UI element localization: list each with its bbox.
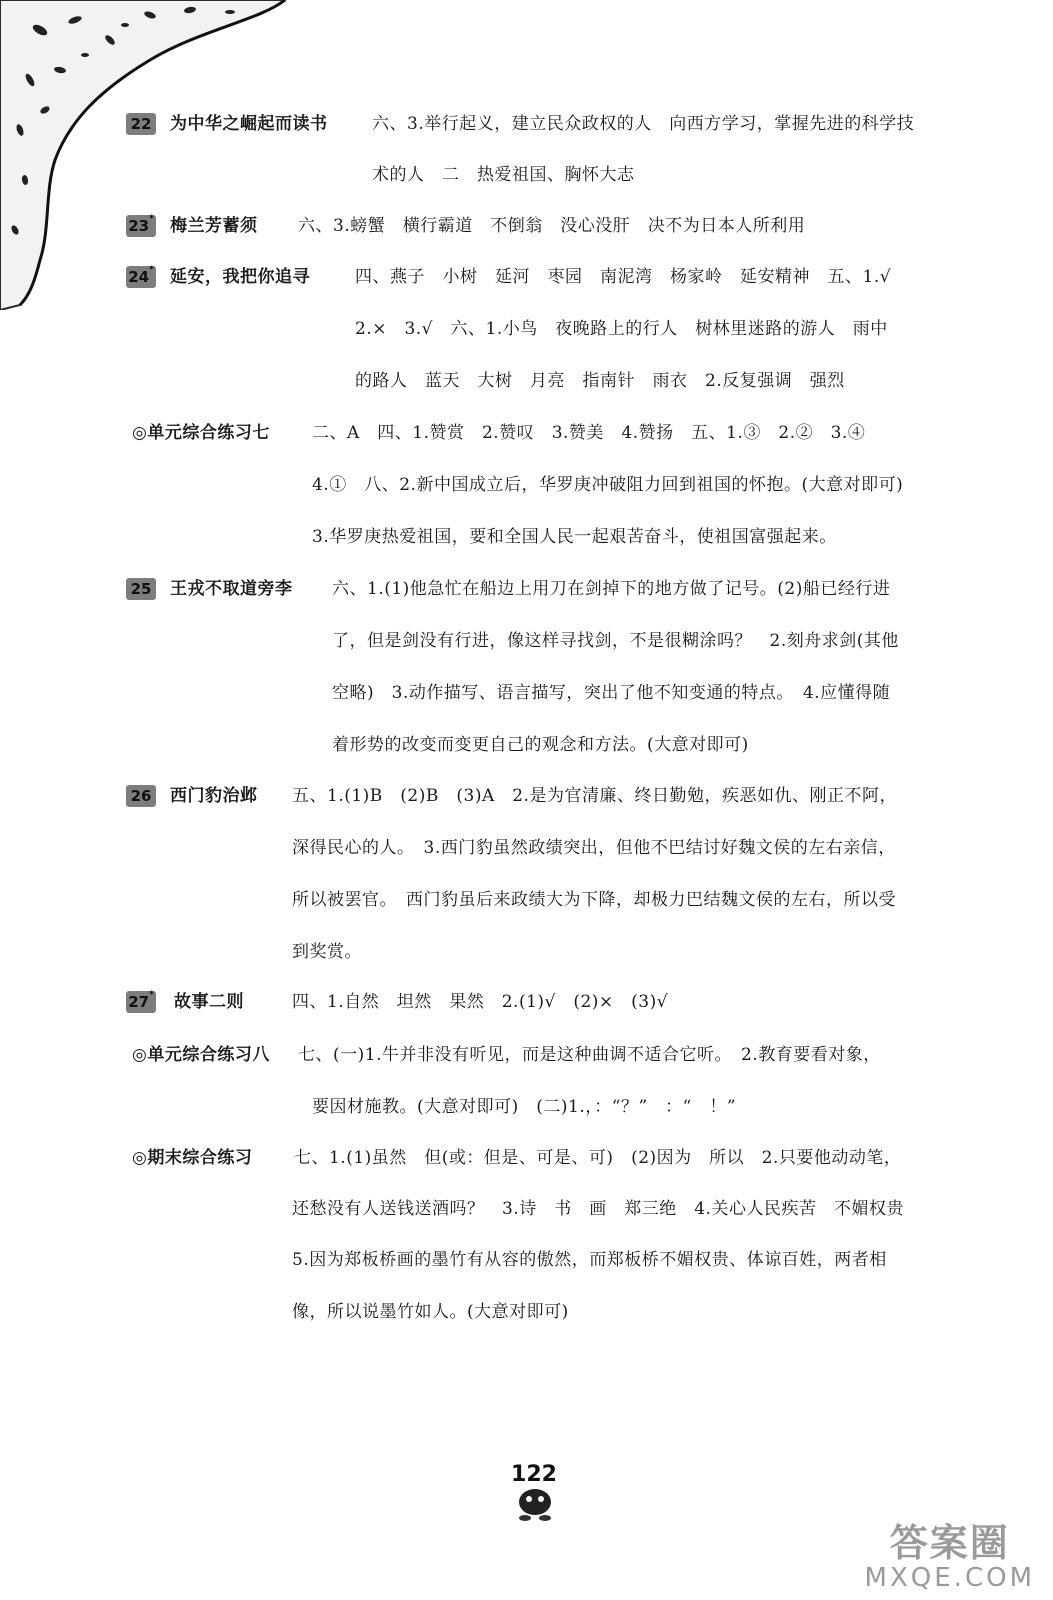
lesson-number-badge: 26 <box>126 785 156 807</box>
lesson-title: 故事二则 <box>174 992 244 1012</box>
lesson-title: 西门豹治邺 <box>170 786 258 806</box>
lesson-title: 王戎不取道旁李 <box>170 579 293 599</box>
answer-line: 二、A 四、1.赞赏 2.赞叹 3.赞美 4.赞扬 五、1.③ 2.② 3.④ <box>312 423 866 443</box>
answer-line: 六、1.(1)他急忙在船边上用刀在剑掉下的地方做了记号。(2)船已经行进 <box>332 579 891 599</box>
page-number: 122 <box>511 1462 557 1487</box>
lesson-number-badge: 23* <box>126 215 156 237</box>
answer-line: 四、1.自然 坦然 果然 2.(1)√ (2)× (3)√ <box>292 992 669 1012</box>
watermark: 答案圈 MXQE.COM <box>864 1521 1035 1593</box>
section-title: ◎单元综合练习八 <box>132 1045 270 1065</box>
answer-line: 着形势的改变而变更自己的观念和方法。(大意对即可) <box>332 735 749 755</box>
mascot-icon <box>505 1486 565 1526</box>
lesson-number-badge: 24* <box>126 266 156 288</box>
answer-line: 所以被罢官。 西门豹虽后来政绩大为下降，却极力巴结魏文侯的左右，所以受 <box>292 890 896 910</box>
answer-line: 五、1.(1)B (2)B (3)A 2.是为官清廉、终日勤勉，疾恶如仇、刚正不阿， <box>292 786 897 806</box>
lesson-number-badge: 22 <box>126 113 156 135</box>
answer-line: 要因材施教。(大意对即可) (二)1.，：“？” ：“ ！” <box>312 1097 737 1117</box>
answer-line: 2.× 3.√ 六、1.小鸟 夜晚路上的行人 树林里迷路的游人 雨中 <box>355 319 888 339</box>
lesson-number-badge: 27* <box>126 991 156 1013</box>
section-title: ◎单元综合练习七 <box>132 423 270 443</box>
lesson-title: 梅兰芳蓄须 <box>170 216 258 236</box>
lesson-title: 为中华之崛起而读书 <box>170 114 328 134</box>
corner-decoration <box>0 0 300 310</box>
answer-line: 到奖赏。 <box>292 942 362 962</box>
answer-line: 3.华罗庚热爱祖国，要和全国人民一起艰苦奋斗，使祖国富强起来。 <box>312 527 837 547</box>
lesson-title: 延安，我把你追寻 <box>170 267 310 287</box>
answer-line: 术的人 二 热爱祖国、胸怀大志 <box>372 165 635 185</box>
answer-line: 5.因为郑板桥画的墨竹有从容的傲然，而郑板桥不媚权贵、体谅百姓，两者相 <box>292 1250 887 1270</box>
section-title: ◎期末综合练习 <box>132 1148 253 1168</box>
answer-line: 还愁没有人送钱送酒吗？ 3.诗 书 画 郑三绝 4.关心人民疾苦 不媚权贵 <box>292 1199 904 1219</box>
answer-line: 四、燕子 小树 延河 枣园 南泥湾 杨家岭 延安精神 五、1.√ <box>355 267 892 287</box>
answer-line: 4.① 八、2.新中国成立后，华罗庚冲破阻力回到祖国的怀抱。(大意对即可) <box>312 475 904 495</box>
answer-line: 的路人 蓝天 大树 月亮 指南针 雨衣 2.反复强调 强烈 <box>355 371 845 391</box>
answer-line: 六、3.螃蟹 横行霸道 不倒翁 没心没肝 决不为日本人所利用 <box>298 216 806 236</box>
answer-line: 七、(一)1.牛并非没有听见，而是这种曲调不适合它听。 2.教育要看对象， <box>298 1045 881 1065</box>
lesson-number-badge: 25 <box>126 578 156 600</box>
answer-line: 像，所以说墨竹如人。(大意对即可) <box>292 1302 569 1322</box>
answer-line: 了，但是剑没有行进，像这样寻找剑，不是很糊涂吗？ 2.刻舟求剑(其他 <box>332 631 899 651</box>
answer-line: 六、3.举行起义，建立民众政权的人 向西方学习，掌握先进的科学技 <box>372 114 915 134</box>
answer-line: 空略) 3.动作描写、语言描写，突出了他不知变通的特点。 4.应懂得随 <box>332 683 891 703</box>
answer-line: 深得民心的人。 3.西门豹虽然政绩突出，但他不巴结讨好魏文侯的左右亲信， <box>292 838 896 858</box>
answer-line: 七、1.(1)虽然 但(或：但是、可是、可) (2)因为 所以 2.只要他动动笔， <box>294 1148 902 1168</box>
